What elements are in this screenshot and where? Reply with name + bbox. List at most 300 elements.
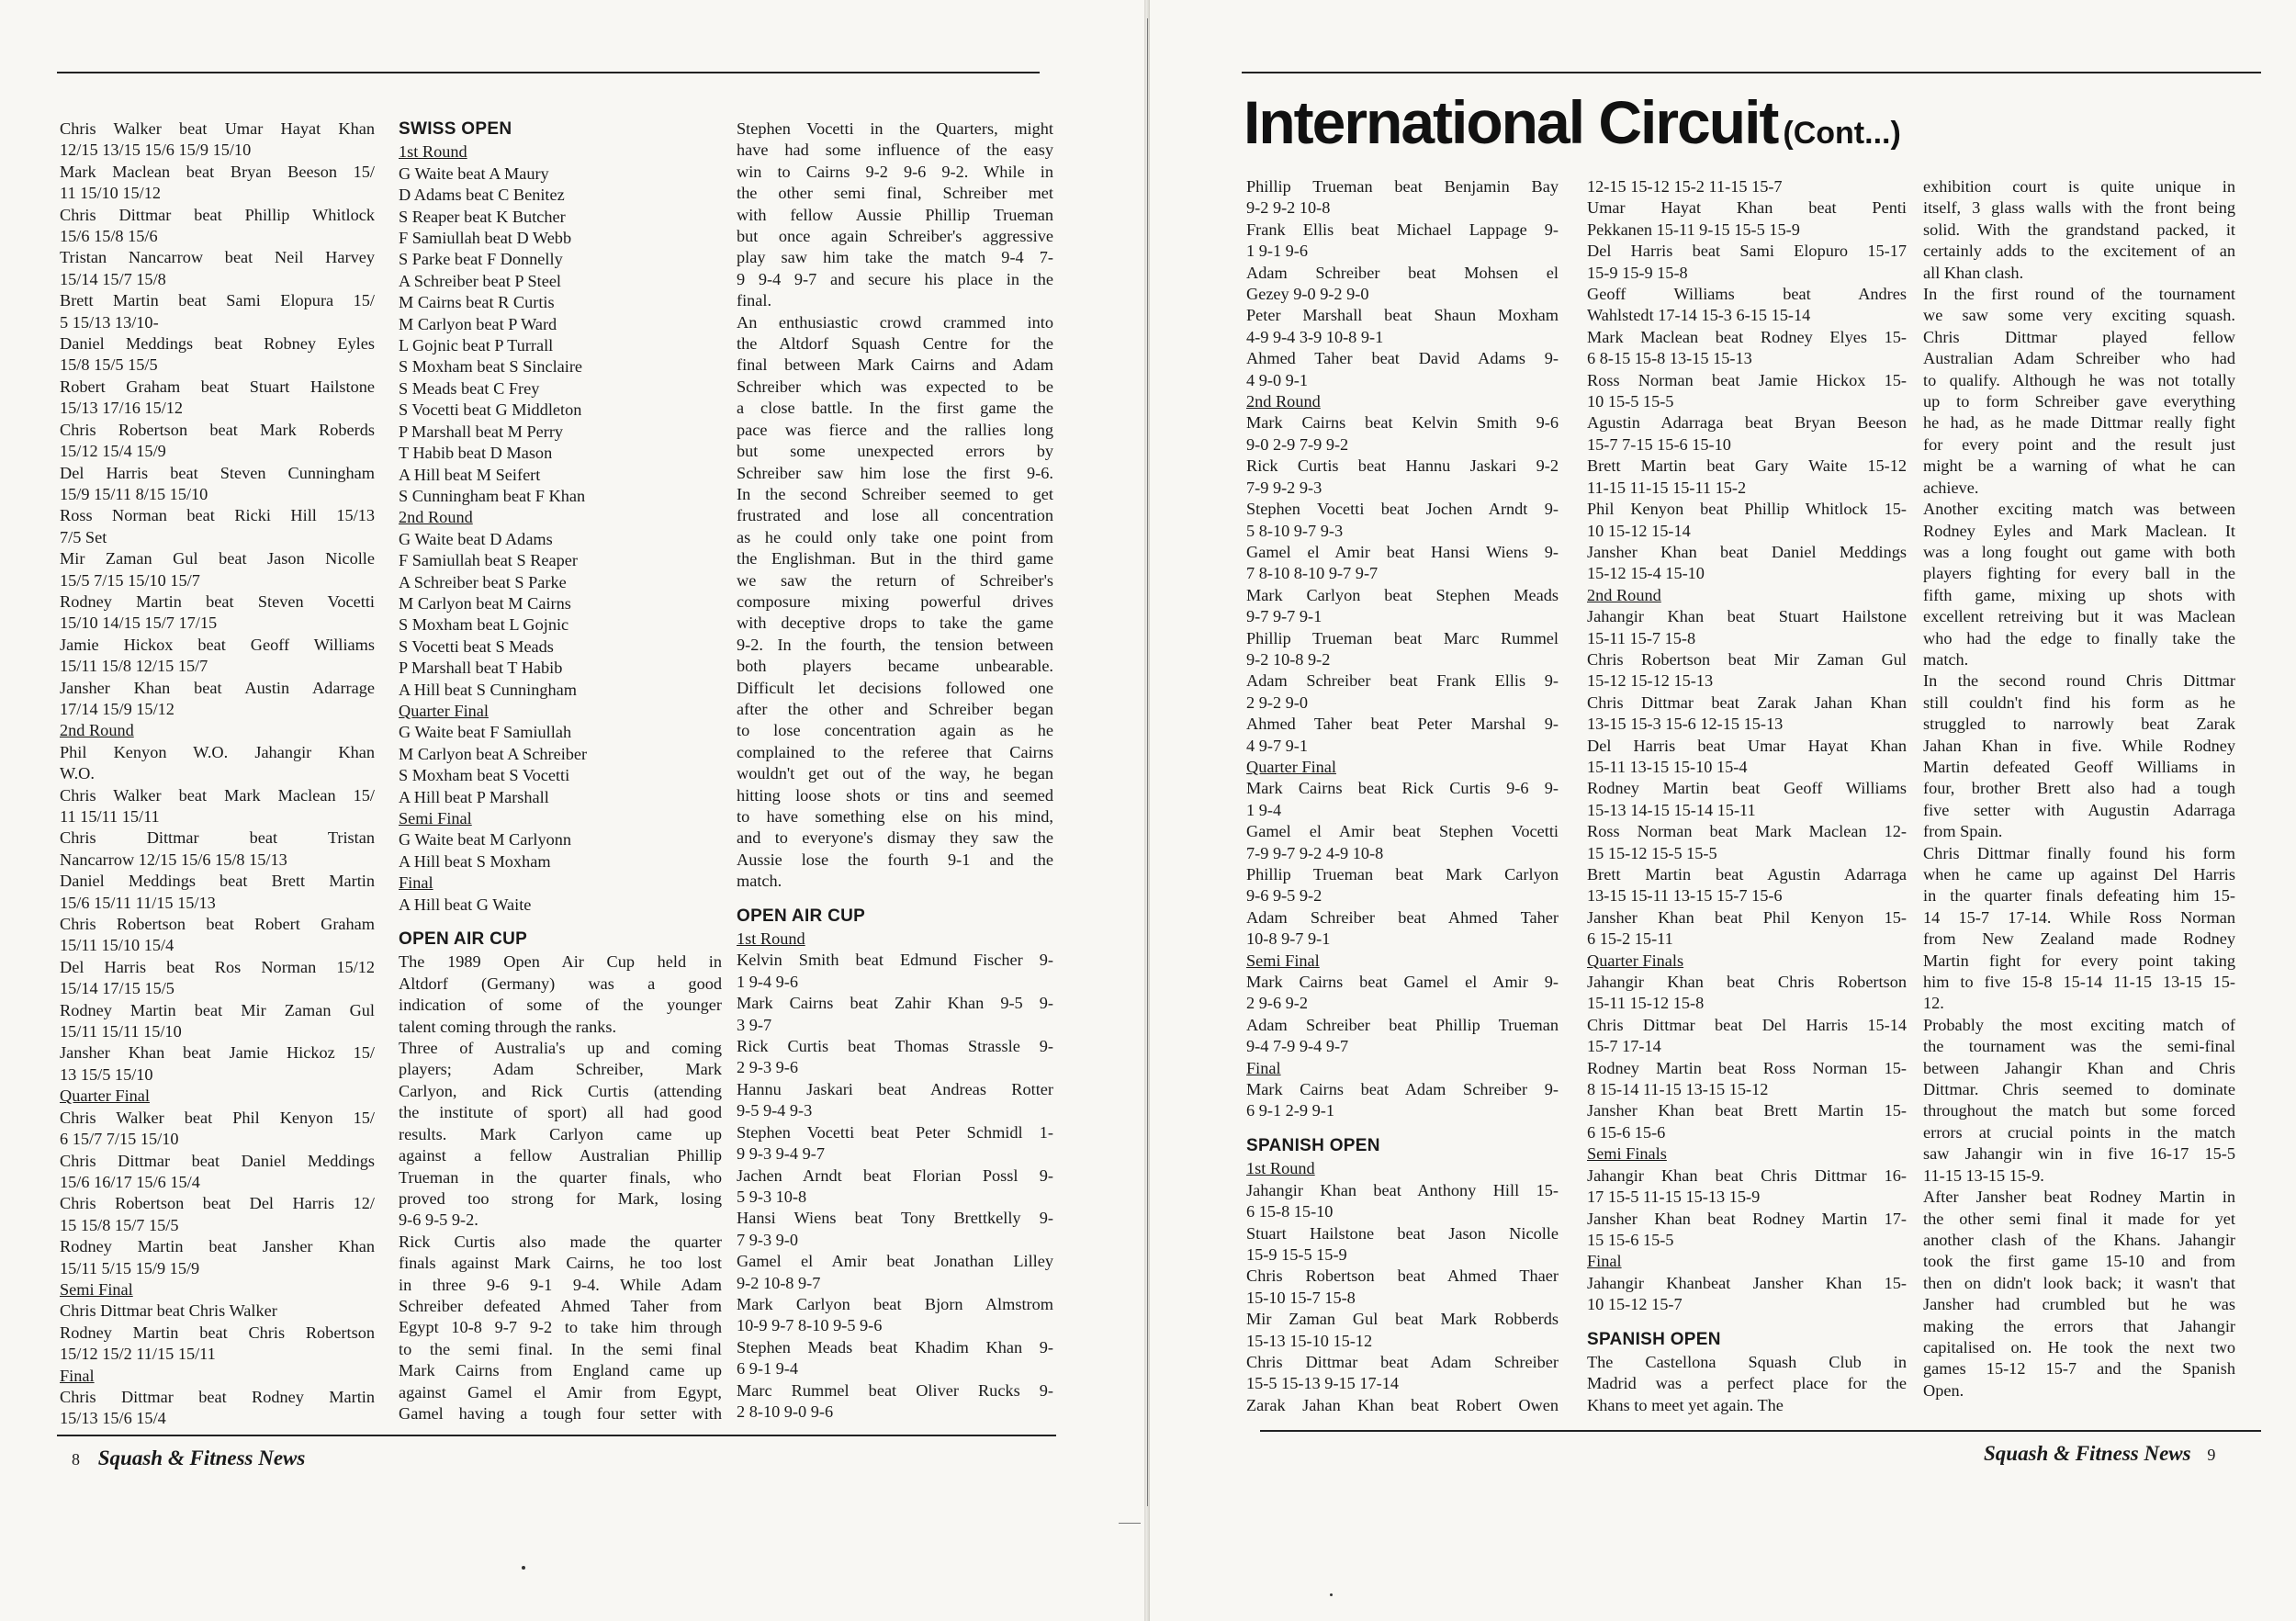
text-line: 9-4 7-9 9-4 9-7 [1246, 1037, 1349, 1056]
text-line: Chris Walker beat Mark Maclean 15/ [60, 785, 375, 805]
round-subheading: Quarter Final [1246, 757, 1336, 776]
text-line: certainly adds to the excitement of an [1923, 242, 2235, 261]
text-line: Del Harris beat Ros Norman 15/12 [60, 957, 375, 976]
round-subheading: 2nd Round [1246, 392, 1321, 411]
text-line: Jahangir Khan beat Anthony Hill 15- [1246, 1180, 1559, 1199]
text-line: 15/11 15/10 15/4 [60, 936, 174, 955]
text-line: After Jansher beat Rodney Martin in [1923, 1188, 2235, 1207]
text-line: another clash of the Khans. Jahangir [1923, 1230, 2235, 1249]
text-line: 11-15 11-15 15-11 15-2 [1587, 478, 1747, 497]
text-line: 11 15/11 15/11 [60, 807, 160, 826]
text-line: A Schreiber beat P Steel [399, 271, 562, 290]
text-line: the Englishman. But in the third game [737, 549, 1053, 568]
round-subheading: 1st Round [737, 929, 805, 949]
text-line: 9-7 9-7 9-1 [1246, 607, 1322, 626]
text-line: he had, as he made Dittmar really fight [1923, 413, 2235, 433]
text-line: Rodney Martin beat Geoff Williams [1587, 779, 1907, 798]
text-line: A Hill beat S Cunningham [399, 680, 577, 699]
text-line: the other semi final, Schreiber met [737, 184, 1053, 203]
text-line: Del Harris beat Sami Elopuro 15-17 [1587, 242, 1907, 261]
text-line: S Cunningham beat F Khan [399, 486, 586, 505]
text-line: the institute of sport) all had good [399, 1103, 722, 1122]
text-line: with fellow Aussie Phillip Trueman [737, 205, 1053, 224]
text-line: solid. With the grandstand packed, it [1923, 220, 2235, 239]
right-column-1 [1246, 176, 1559, 1416]
text-line: 15/6 16/17 15/6 15/4 [60, 1172, 200, 1191]
text-line: 2 8-10 9-0 9-6 [737, 1401, 834, 1421]
text-line: Mark Cairns beat Kelvin Smith 9-6 [1246, 413, 1559, 433]
text-line: Rick Curtis also made the quarter [399, 1232, 722, 1251]
text-line: pace was fierce and the rallies long [737, 420, 1053, 439]
text-line: 1 9-1 9-6 [1246, 242, 1309, 261]
text-line: 15/6 15/8 15/6 [60, 227, 158, 246]
text-line: Open. [1923, 1380, 1964, 1400]
text-line: Wahlstedt 17-14 15-3 6-15 15-14 [1587, 306, 1811, 325]
text-line: 15-11 15-12 15-8 [1587, 994, 1705, 1013]
text-line: Rodney Martin beat Mir Zaman Gul [60, 1000, 375, 1019]
text-line: 15/12 15/4 15/9 [60, 442, 166, 461]
text-line: 5 15/13 13/10- [60, 312, 159, 332]
text-line: 15/12 15/2 11/15 15/11 [60, 1345, 216, 1364]
text-line: 14 15-7 17-14. While Ross Norman [1923, 907, 2235, 927]
text-line: M Cairns beat R Curtis [399, 293, 555, 312]
text-line: F Samiullah beat D Webb [399, 229, 572, 248]
text-line: 15 15-6 15-5 [1587, 1230, 1674, 1249]
right-column-3 [1923, 176, 2235, 1401]
section-heading: SPANISH OPEN [1587, 1329, 1721, 1349]
text-line: Mark Cairns beat Adam Schreiber 9- [1246, 1080, 1559, 1099]
left-bottom-rule [57, 1435, 1056, 1436]
text-line: 15-12 15-4 15-10 [1587, 564, 1705, 583]
text-line: A Schreiber beat S Parke [399, 572, 567, 591]
text-line: against a fellow Australian Phillip [399, 1146, 722, 1165]
text-line: Brett Martin beat Gary Waite 15-12 [1587, 456, 1907, 476]
text-line: 6 15-2 15-11 [1587, 929, 1673, 949]
text-line: 9-2. In the fourth, the tension between [737, 635, 1053, 654]
text-line: G Waite beat A Maury [399, 163, 549, 183]
text-line: G Waite beat D Adams [399, 529, 553, 548]
text-line: Chris Dittmar played fellow [1923, 327, 2235, 346]
text-line: Jahangir Khan beat Chris Dittmar 16- [1587, 1165, 1907, 1185]
text-line: Jansher Khan beat Phil Kenyon 15- [1587, 907, 1907, 927]
round-subheading: Semi Finals [1587, 1144, 1667, 1164]
text-line: complained to the referee that Cairns [737, 742, 1053, 761]
text-line: 15-10 15-7 15-8 [1246, 1288, 1356, 1307]
text-line: who had the edge to finally take the [1923, 628, 2235, 647]
text-line: P Marshall beat T Habib [399, 659, 563, 678]
text-line: G Waite beat M Carlyonn [399, 830, 572, 850]
text-line: Jachen Arndt beat Florian Possl 9- [737, 1165, 1053, 1185]
left-publication-name: Squash & Fitness News [97, 1447, 306, 1469]
text-line: struggled to narrowly beat Zarak [1923, 715, 2235, 734]
scan-speck [1119, 1523, 1141, 1524]
text-line: Gamel el Amir beat Stephen Vocetti [1246, 822, 1559, 841]
text-line: 15-7 7-15 15-6 15-10 [1587, 434, 1731, 454]
text-line: Mark Carlyon beat Bjorn Almstrom [737, 1294, 1053, 1313]
text-line: in the quarter finals defeating him 15- [1923, 886, 2235, 906]
text-line: 5 9-3 10-8 [737, 1187, 807, 1206]
text-line: 9 9-3 9-4 9-7 [737, 1144, 825, 1164]
text-line: throughout the match but some forced [1923, 1101, 2235, 1120]
text-line: 15/13 15/6 15/4 [60, 1409, 166, 1428]
page-title-suffix: (Cont...) [1783, 116, 1901, 151]
text-line: to qualify. Although he was not totally [1923, 370, 2235, 389]
round-subheading: Final [60, 1366, 95, 1385]
right-page-number: 9 [2207, 1446, 2216, 1464]
text-line: up to form Schreiber gave everything [1923, 392, 2235, 411]
text-line: 15/11 5/15 15/9 15/9 [60, 1258, 200, 1278]
text-line: 13-15 15-3 15-6 12-15 15-13 [1587, 715, 1784, 734]
text-line: Agustin Adarraga beat Bryan Beeson [1587, 413, 1907, 433]
text-line: took the first game 15-10 and from [1923, 1252, 2235, 1271]
text-line: Jansher Khan beat Rodney Martin 17- [1587, 1209, 1907, 1228]
text-line: 10 15-5 15-5 [1587, 392, 1674, 411]
text-line: Phillip Trueman beat Mark Carlyon [1246, 865, 1559, 884]
text-line: Mir Zaman Gul beat Mark Robberds [1246, 1310, 1559, 1329]
text-line: 7-9 9-2 9-3 [1246, 478, 1322, 497]
text-line: Frank Ellis beat Michael Lappage 9- [1246, 220, 1559, 239]
text-line: Chris Robertson beat Mir Zaman Gul [1587, 649, 1907, 669]
text-line: Chris Dittmar beat Tristan [60, 828, 375, 848]
right-column-2 [1587, 176, 1907, 1416]
text-line: Rodney Martin beat Ross Norman 15- [1587, 1058, 1907, 1077]
left-top-rule [57, 72, 1040, 73]
round-subheading: Semi Final [399, 809, 472, 827]
text-line: fifth game, mixing up shots with [1923, 585, 2235, 604]
text-line: Brett Martin beat Sami Elopura 15/ [60, 291, 375, 310]
text-line: 15-7 17-14 [1587, 1037, 1661, 1056]
text-line: Chris Walker beat Phil Kenyon 15/ [60, 1108, 375, 1127]
text-line: 15/10 14/15 15/7 17/15 [60, 614, 218, 633]
round-subheading: 1st Round [1246, 1159, 1315, 1178]
text-line: Chris Dittmar beat Daniel Meddings [60, 1151, 375, 1170]
text-line: 15 15-12 15-5 15-5 [1587, 843, 1717, 862]
text-line: 15-9 15-9 15-8 [1587, 263, 1688, 282]
text-line: we saw the return of Schreiber's [737, 570, 1053, 590]
text-line: all Khan clash. [1923, 263, 2024, 282]
text-line: Geoff Williams beat Andres [1587, 285, 1907, 304]
text-line: finals against Mark Cairns, he too lost [399, 1254, 722, 1273]
text-line: Ross Norman beat Ricki Hill 15/13 [60, 506, 375, 525]
text-line: 5 8-10 9-7 9-3 [1246, 521, 1344, 540]
round-subheading: 1st Round [399, 142, 467, 162]
text-line: 15/11 15/11 15/10 [60, 1022, 182, 1041]
text-line: but some unexpected errors by [737, 442, 1053, 461]
text-line: 13 15/5 15/10 [60, 1064, 153, 1084]
text-line: 15-13 14-15 15-14 15-11 [1587, 800, 1756, 819]
text-line: Peter Marshall beat Shaun Moxham [1246, 306, 1559, 325]
text-line: 9-2 10-8 9-7 [737, 1273, 821, 1292]
text-line: Altdorf (Germany) was a good [399, 974, 722, 993]
section-heading: SWISS OPEN [399, 119, 512, 139]
text-line: 15/6 15/11 11/15 15/13 [60, 893, 216, 912]
scan-speck [1330, 1593, 1333, 1596]
round-subheading: Semi Final [60, 1279, 133, 1299]
text-line: the Altdorf Squash Centre for the [737, 334, 1053, 354]
text-line: The Castellona Squash Club in [1587, 1352, 1907, 1371]
text-line: Phil Kenyon W.O. Jahangir Khan [60, 742, 375, 761]
text-line: 15/5 7/15 15/10 15/7 [60, 570, 200, 590]
text-line: Adam Schreiber beat Frank Ellis 9- [1246, 671, 1559, 691]
text-line: win to Cairns 9-2 9-6 9-2. While in [737, 162, 1053, 181]
text-line: was a long fought out game with both [1923, 542, 2235, 561]
text-line: S Vocetti beat G Middleton [399, 400, 582, 420]
text-line: final between Mark Cairns and Adam [737, 355, 1053, 375]
text-line: 7-9 9-7 9-2 4-9 10-8 [1246, 843, 1384, 862]
text-line: 4 9-7 9-1 [1246, 736, 1309, 755]
text-line: Carlyon, and Rick Curtis (attending [399, 1081, 722, 1100]
text-line: A Hill beat P Marshall [399, 787, 549, 806]
text-line: match. [1923, 649, 1969, 669]
round-subheading: Quarter Finals [1587, 951, 1684, 970]
text-line: M Carlyon beat P Ward [399, 314, 557, 333]
text-line: Mark Cairns beat Rick Curtis 9-6 9- [1246, 779, 1559, 798]
text-line: Mark Carlyon beat Stephen Meads [1246, 585, 1559, 604]
text-line: Nancarrow 12/15 15/6 15/8 15/13 [60, 850, 287, 869]
text-line: 10 15-12 15-14 [1587, 521, 1691, 540]
text-line: Stuart Hailstone beat Jason Nicolle [1246, 1223, 1559, 1243]
text-line: 15/11 15/8 12/15 15/7 [60, 657, 208, 676]
text-line: 9-6 9-5 9-2 [1246, 886, 1322, 906]
text-line: Chris Dittmar beat Phillip Whitlock [60, 205, 375, 224]
text-line: W.O. [60, 764, 95, 783]
text-line: 2 9-6 9-2 [1246, 994, 1309, 1013]
text-line: making the errors that Jahangir [1923, 1316, 2235, 1335]
text-line: 6 9-1 2-9 9-1 [1246, 1101, 1334, 1120]
text-line: 15-13 15-10 15-12 [1246, 1331, 1373, 1350]
text-line: S Meads beat C Frey [399, 378, 540, 398]
text-line: Aussie lose the fourth 9-1 and the [737, 850, 1053, 869]
text-line: excellent retreiving but it was Maclean [1923, 607, 2235, 626]
left-column-2 [399, 118, 722, 1424]
text-line: Phil Kenyon beat Phillip Whitlock 15- [1587, 500, 1907, 519]
text-line: 6 15-6 15-6 [1587, 1122, 1666, 1142]
text-line: frustrated and lose all concentration [737, 506, 1053, 525]
text-line: S Vocetti beat S Meads [399, 636, 554, 656]
text-line: errors at crucial points in the match [1923, 1122, 2235, 1142]
text-line: Daniel Meddings beat Robney Eyles [60, 334, 375, 354]
text-line: Jahangir Khan beat Stuart Hailstone [1587, 607, 1907, 626]
text-line: 15 15/8 15/7 15/5 [60, 1215, 179, 1234]
text-line: 17/14 15/9 15/12 [60, 699, 174, 718]
text-line: Chris Robertson beat Mark Roberds [60, 420, 375, 439]
text-line: between Jahangir Khan and Chris [1923, 1058, 2235, 1077]
text-line: have had some influence of the easy [737, 141, 1053, 160]
text-line: S Moxham beat S Sinclaire [399, 357, 583, 377]
text-line: In the second Schreiber seemed to get [737, 484, 1053, 503]
text-line: Gezey 9-0 9-2 9-0 [1246, 285, 1369, 304]
text-line: A Hill beat G Waite [399, 895, 532, 914]
text-line: talent coming through the ranks. [399, 1017, 617, 1036]
text-line: Egypt 10-8 9-7 9-2 to take him through [399, 1318, 722, 1337]
text-line: 3 9-7 [737, 1015, 772, 1034]
text-line: M Carlyon beat M Cairns [399, 593, 571, 613]
text-line: 15/13 17/16 15/12 [60, 399, 184, 418]
text-line: the tournament was the semi-final [1923, 1037, 2235, 1056]
text-line: Chris Dittmar beat Rodney Martin [60, 1387, 375, 1406]
text-line: Zarak Jahan Khan beat Robert Owen [1246, 1395, 1559, 1414]
text-line: 8 15-14 11-15 13-15 15-12 [1587, 1080, 1769, 1099]
text-line: match. [737, 872, 782, 891]
text-line: composure mixing powerful drives [737, 591, 1053, 611]
text-line: exhibition court is quite unique in [1923, 177, 2235, 196]
text-line: Adam Schreiber beat Phillip Trueman [1246, 1015, 1559, 1034]
text-line: In the second round Chris Dittmar [1923, 671, 2235, 691]
text-line: S Moxham beat L Gojnic [399, 615, 569, 635]
text-line: we saw some very exciting squash. [1923, 306, 2235, 325]
text-line: 6 15/7 7/15 15/10 [60, 1130, 179, 1149]
text-line: Schreiber saw him lose the first 9-6. [737, 463, 1053, 482]
spine-fold-line [1147, 18, 1148, 1506]
text-line: itself, 3 glass walls with the front being [1923, 198, 2235, 218]
text-line: Jansher Khan beat Brett Martin 15- [1587, 1101, 1907, 1120]
text-line: Mark Cairns beat Gamel el Amir 9- [1246, 973, 1559, 992]
text-line: Brett Martin beat Agustin Adarraga [1587, 865, 1907, 884]
right-publication-name: Squash & Fitness News [1984, 1442, 2191, 1465]
text-line: F Samiullah beat S Reaper [399, 551, 578, 570]
text-line: Khans to meet yet again. The [1587, 1395, 1784, 1414]
text-line: A Hill beat S Moxham [399, 851, 551, 871]
text-line: hitting loose shots or tins and seemed [737, 785, 1053, 805]
text-line: 15-11 13-15 15-10 15-4 [1587, 757, 1748, 776]
text-line: A Hill beat M Seifert [399, 465, 541, 484]
text-line: 12/15 13/15 15/6 15/9 15/10 [60, 141, 252, 160]
text-line: 11-15 13-15 15-9. [1923, 1165, 2044, 1185]
text-line: 9 9-4 9-7 and secure his place in the [737, 269, 1053, 288]
text-line: 6 15-8 15-10 [1246, 1202, 1334, 1221]
text-line: Adam Schreiber beat Ahmed Taher [1246, 907, 1559, 927]
text-line: 15/14 17/15 15/5 [60, 979, 174, 998]
text-line: Ahmed Taher beat Peter Marshal 9- [1246, 715, 1559, 734]
text-line: 9-6 9-5 9-2. [399, 1210, 478, 1230]
text-line: Mark Maclean beat Rodney Elyes 15- [1587, 327, 1907, 346]
right-folio [1984, 1442, 2215, 1466]
text-line: Hansi Wiens beat Tony Brettkelly 9- [737, 1209, 1053, 1228]
text-line: Daniel Meddings beat Brett Martin [60, 872, 375, 891]
text-line: Mark Maclean beat Bryan Beeson 15/ [60, 162, 375, 181]
text-line: Mark Cairns from England came up [399, 1361, 722, 1380]
text-line: Stephen Vocetti in the Quarters, might [737, 119, 1053, 138]
text-line: Martin fight for every point taking [1923, 951, 2235, 970]
text-line: to lose concentration again as he [737, 721, 1053, 740]
round-subheading: Final [1246, 1058, 1281, 1077]
text-line: Chris Dittmar beat Zarak Jahan Khan [1587, 692, 1907, 712]
text-line: for every point and the result just [1923, 434, 2235, 454]
right-top-rule [1242, 72, 2261, 73]
text-line: 10-9 9-7 8-10 9-5 9-6 [737, 1316, 883, 1335]
left-column-3 [737, 118, 1053, 1423]
text-line: Ahmed Taher beat David Adams 9- [1246, 349, 1559, 368]
text-line: Hannu Jaskari beat Andreas Rotter [737, 1079, 1053, 1098]
text-line: 12-15 15-12 15-2 11-15 15-7 [1587, 177, 1783, 196]
text-line: Jahan Khan in five. While Rodney [1923, 736, 2235, 755]
section-heading: SPANISH OPEN [1246, 1135, 1380, 1155]
text-line: Schreiber which was expected to be [737, 377, 1053, 396]
left-page-number: 8 [72, 1450, 80, 1469]
scan-speck [522, 1566, 525, 1570]
text-line: to have something else on his mind, [737, 807, 1053, 826]
text-line: players; Adam Schreiber, Mark [399, 1060, 722, 1079]
text-line: 7 9-3 9-0 [737, 1230, 799, 1249]
text-line: 13-15 15-11 13-15 15-7 15-6 [1587, 886, 1783, 906]
text-line: Rodney Martin beat Chris Robertson [60, 1323, 375, 1342]
text-line: Chris Robertson beat Del Harris 12/ [60, 1194, 375, 1213]
text-line: 9-2 10-8 9-2 [1246, 649, 1331, 669]
text-line: Rick Curtis beat Thomas Strassle 9- [737, 1037, 1053, 1056]
page-title-text: International Circuit [1244, 88, 1778, 156]
text-line: Del Harris beat Umar Hayat Khan [1587, 736, 1907, 755]
text-line: with deceptive drops to take the game [737, 614, 1053, 633]
section-heading: OPEN AIR CUP [399, 929, 528, 950]
text-line: might be a warning of what he can [1923, 456, 2235, 476]
round-subheading: 2nd Round [1587, 585, 1661, 604]
text-line: 1 9-4 [1246, 800, 1282, 819]
text-line: Three of Australia's up and coming [399, 1039, 722, 1058]
text-line: Rick Curtis beat Hannu Jaskari 9-2 [1246, 456, 1559, 476]
text-line: proved too strong for Mark, losing [399, 1188, 722, 1208]
text-line: both players became unbearable. [737, 657, 1053, 676]
text-line: 2 9-2 9-0 [1246, 692, 1309, 712]
text-line: Chris Robertson beat Ahmed Thaer [1246, 1266, 1559, 1286]
text-line: S Reaper beat K Butcher [399, 207, 566, 226]
text-line: Another exciting match was between [1923, 500, 2235, 519]
text-line: 15-5 15-13 9-15 17-14 [1246, 1374, 1400, 1393]
text-line: 6 8-15 15-8 13-15 15-13 [1587, 349, 1752, 368]
text-line: Chris Dittmar beat Chris Walker [60, 1301, 277, 1321]
text-line: 12. [1923, 994, 1944, 1013]
text-line: The 1989 Open Air Cup held in [399, 952, 722, 972]
text-line: Pekkanen 15-11 9-15 15-5 15-9 [1587, 220, 1800, 239]
text-line: 4 9-0 9-1 [1246, 370, 1309, 389]
text-line: Kelvin Smith beat Edmund Fischer 9- [737, 951, 1053, 970]
text-line: Jansher Khan beat Daniel Meddings [1587, 542, 1907, 561]
text-line: Chris Dittmar beat Del Harris 15-14 [1587, 1015, 1907, 1034]
text-line: Chris Dittmar finally found his form [1923, 843, 2235, 862]
text-line: S Parke beat F Donnelly [399, 250, 563, 269]
text-line: Ross Norman beat Jamie Hickox 15- [1587, 370, 1907, 389]
text-line: games 15-12 15-7 and the Spanish [1923, 1359, 2235, 1379]
text-line: Chris Walker beat Umar Hayat Khan [60, 119, 375, 138]
text-line: him to five 15-8 15-14 11-15 13-15 15- [1923, 973, 2235, 992]
text-line: Ross Norman beat Mark Maclean 12- [1587, 822, 1907, 841]
text-line: Mir Zaman Gul beat Jason Nicolle [60, 549, 375, 568]
text-line: Chris Robertson beat Robert Graham [60, 915, 375, 934]
page-title [1244, 88, 1901, 156]
text-line: the other semi final it made for yet [1923, 1209, 2235, 1228]
text-line: Tristan Nancarrow beat Neil Harvey [60, 248, 375, 267]
text-line: as he could only take one point from [737, 527, 1053, 546]
text-line: 6 9-1 9-4 [737, 1359, 799, 1379]
text-line: when he came up against Del Harris [1923, 865, 2235, 884]
text-line: Stephen Vocetti beat Jochen Arndt 9- [1246, 500, 1559, 519]
round-subheading: Quarter Final [60, 1086, 150, 1106]
text-line: 7/5 Set [60, 527, 107, 546]
text-line: 15/8 15/5 15/5 [60, 355, 158, 375]
text-line: Chris Dittmar beat Adam Schreiber [1246, 1352, 1559, 1371]
text-line: four, brother Brett also had a tough [1923, 779, 2235, 798]
text-line: wouldn't get out of the way, he began [737, 764, 1053, 783]
text-line: but once again Schreiber's aggressive [737, 227, 1053, 246]
text-line: Marc Rummel beat Oliver Rucks 9- [737, 1380, 1053, 1400]
text-line: Australian Adam Schreiber who had [1923, 349, 2235, 368]
text-line: indication of some of the younger [399, 996, 722, 1015]
text-line: Rodney Martin beat Steven Vocetti [60, 591, 375, 611]
text-line: An enthusiastic crowd crammed into [737, 312, 1053, 332]
text-line: Schreiber defeated Ahmed Taher from [399, 1296, 722, 1315]
text-line: final. [737, 291, 772, 310]
text-line: Difficult let decisions followed one [737, 678, 1053, 697]
text-line: results. Mark Carlyon came up [399, 1124, 722, 1143]
